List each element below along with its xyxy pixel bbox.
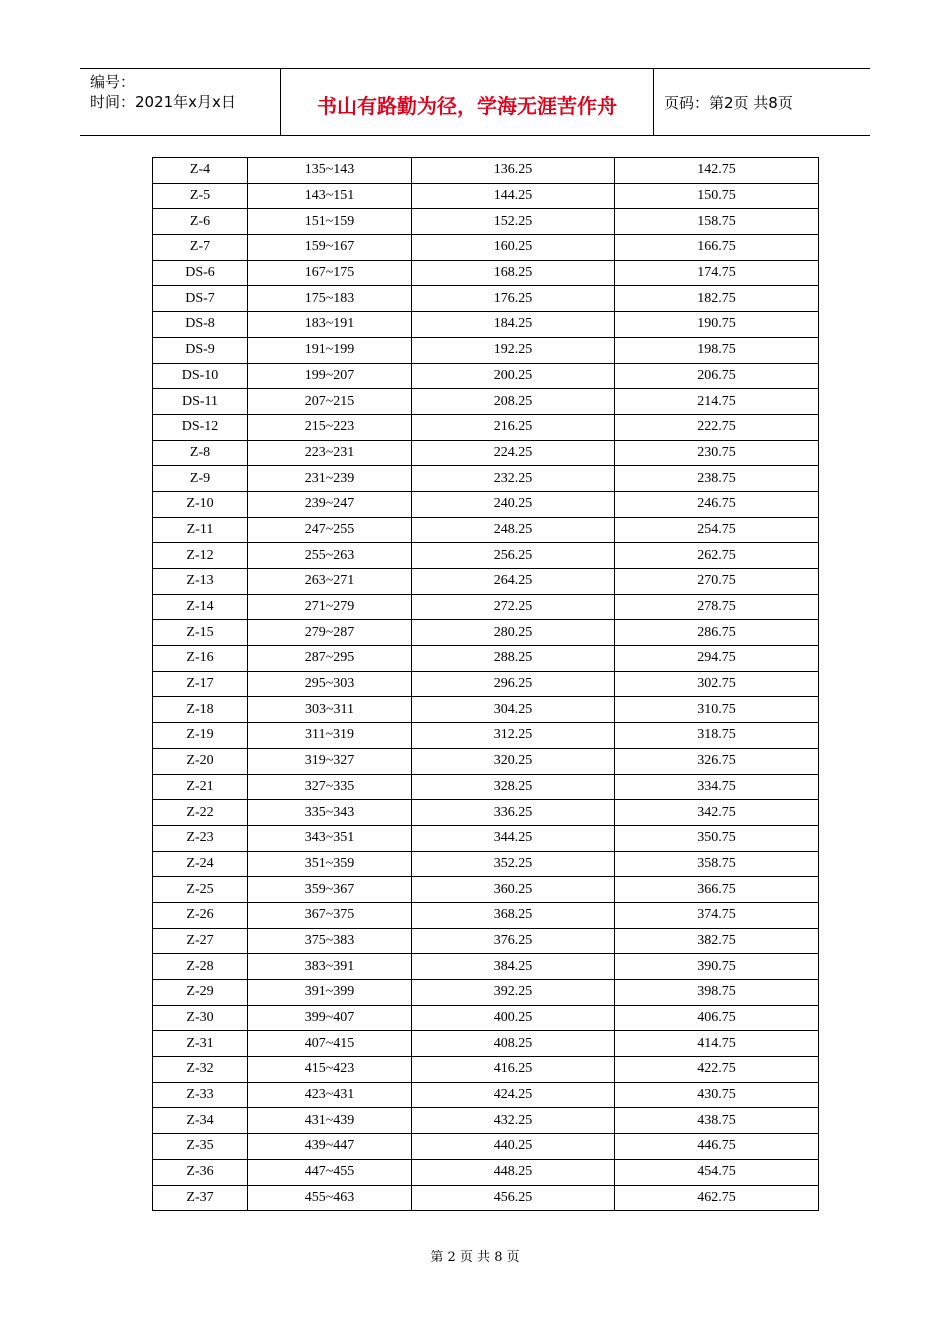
start-value-cell: 248.25 — [412, 517, 615, 543]
station-cell: Z-31 — [153, 1031, 248, 1057]
table-row — [153, 363, 819, 389]
table-row — [153, 183, 819, 209]
range-cell: 383~391 — [248, 954, 412, 980]
end-value-cell: 350.75 — [615, 825, 819, 851]
station-cell: Z-28 — [153, 954, 248, 980]
table-row — [153, 1082, 819, 1108]
table-row — [153, 1031, 819, 1057]
table-row — [153, 1005, 819, 1031]
station-cell: Z-30 — [153, 1005, 248, 1031]
table-row — [153, 491, 819, 517]
start-value-cell: 224.25 — [412, 440, 615, 466]
end-value-cell: 334.75 — [615, 774, 819, 800]
end-value-cell: 406.75 — [615, 1005, 819, 1031]
range-cell: 359~367 — [248, 877, 412, 903]
range-cell: 439~447 — [248, 1134, 412, 1160]
range-cell: 303~311 — [248, 697, 412, 723]
station-cell: Z-6 — [153, 209, 248, 235]
range-cell: 335~343 — [248, 800, 412, 826]
station-cell: Z-21 — [153, 774, 248, 800]
table-row — [153, 851, 819, 877]
start-value-cell: 336.25 — [412, 800, 615, 826]
range-cell: 295~303 — [248, 671, 412, 697]
start-value-cell: 256.25 — [412, 543, 615, 569]
range-cell: 319~327 — [248, 748, 412, 774]
station-cell: Z-15 — [153, 620, 248, 646]
range-cell: 367~375 — [248, 902, 412, 928]
start-value-cell: 400.25 — [412, 1005, 615, 1031]
station-cell: Z-14 — [153, 594, 248, 620]
start-value-cell: 152.25 — [412, 209, 615, 235]
table-row — [153, 1057, 819, 1083]
end-value-cell: 246.75 — [615, 491, 819, 517]
station-cell: Z-12 — [153, 543, 248, 569]
start-value-cell: 160.25 — [412, 235, 615, 261]
station-cell: Z-16 — [153, 646, 248, 672]
end-value-cell: 294.75 — [615, 646, 819, 672]
table-row — [153, 697, 819, 723]
table-row — [153, 671, 819, 697]
range-cell: 151~159 — [248, 209, 412, 235]
station-cell: Z-20 — [153, 748, 248, 774]
end-value-cell: 302.75 — [615, 671, 819, 697]
end-value-cell: 310.75 — [615, 697, 819, 723]
range-cell: 191~199 — [248, 337, 412, 363]
table-row — [153, 1108, 819, 1134]
start-value-cell: 320.25 — [412, 748, 615, 774]
end-value-cell: 398.75 — [615, 980, 819, 1006]
end-value-cell: 222.75 — [615, 414, 819, 440]
station-cell: Z-32 — [153, 1057, 248, 1083]
start-value-cell: 432.25 — [412, 1108, 615, 1134]
end-value-cell: 390.75 — [615, 954, 819, 980]
start-value-cell: 296.25 — [412, 671, 615, 697]
station-cell: Z-9 — [153, 466, 248, 492]
start-value-cell: 288.25 — [412, 646, 615, 672]
start-value-cell: 384.25 — [412, 954, 615, 980]
range-cell: 287~295 — [248, 646, 412, 672]
table-row — [153, 902, 819, 928]
start-value-cell: 368.25 — [412, 902, 615, 928]
end-value-cell: 374.75 — [615, 902, 819, 928]
station-cell: Z-7 — [153, 235, 248, 261]
end-value-cell: 230.75 — [615, 440, 819, 466]
number-label: 编号： — [90, 73, 136, 91]
range-cell: 135~143 — [248, 158, 412, 184]
end-value-cell: 326.75 — [615, 748, 819, 774]
start-value-cell: 264.25 — [412, 569, 615, 595]
station-cell: Z-4 — [153, 158, 248, 184]
header-meta-cell — [80, 69, 281, 135]
range-cell: 199~207 — [248, 363, 412, 389]
table-row — [153, 980, 819, 1006]
end-value-cell: 318.75 — [615, 723, 819, 749]
end-value-cell: 422.75 — [615, 1057, 819, 1083]
range-cell: 183~191 — [248, 312, 412, 338]
start-value-cell: 424.25 — [412, 1082, 615, 1108]
table-body — [153, 158, 819, 1211]
station-cell: Z-18 — [153, 697, 248, 723]
station-cell: Z-17 — [153, 671, 248, 697]
table-row — [153, 414, 819, 440]
start-value-cell: 448.25 — [412, 1159, 615, 1185]
station-cell: Z-11 — [153, 517, 248, 543]
range-cell: 399~407 — [248, 1005, 412, 1031]
table-row — [153, 158, 819, 184]
page-info: 页码：第2页 共8页 — [664, 93, 793, 112]
range-cell: 447~455 — [248, 1159, 412, 1185]
end-value-cell: 150.75 — [615, 183, 819, 209]
range-cell: 271~279 — [248, 594, 412, 620]
table-row — [153, 800, 819, 826]
start-value-cell: 136.25 — [412, 158, 615, 184]
start-value-cell: 216.25 — [412, 414, 615, 440]
station-cell: Z-27 — [153, 928, 248, 954]
range-cell: 215~223 — [248, 414, 412, 440]
start-value-cell: 376.25 — [412, 928, 615, 954]
start-value-cell: 168.25 — [412, 260, 615, 286]
station-cell: Z-29 — [153, 980, 248, 1006]
table-row — [153, 1159, 819, 1185]
start-value-cell: 200.25 — [412, 363, 615, 389]
end-value-cell: 238.75 — [615, 466, 819, 492]
range-cell: 343~351 — [248, 825, 412, 851]
start-value-cell: 456.25 — [412, 1185, 615, 1211]
table-row — [153, 260, 819, 286]
start-value-cell: 392.25 — [412, 980, 615, 1006]
motto: 书山有路勤为径，学海无涯苦作舟 — [281, 69, 654, 135]
table-row — [153, 774, 819, 800]
range-cell: 415~423 — [248, 1057, 412, 1083]
end-value-cell: 254.75 — [615, 517, 819, 543]
range-cell: 231~239 — [248, 466, 412, 492]
page-header — [80, 68, 870, 136]
end-value-cell: 454.75 — [615, 1159, 819, 1185]
start-value-cell: 176.25 — [412, 286, 615, 312]
end-value-cell: 214.75 — [615, 389, 819, 415]
range-cell: 207~215 — [248, 389, 412, 415]
end-value-cell: 382.75 — [615, 928, 819, 954]
start-value-cell: 416.25 — [412, 1057, 615, 1083]
start-value-cell: 408.25 — [412, 1031, 615, 1057]
station-cell: Z-26 — [153, 902, 248, 928]
end-value-cell: 286.75 — [615, 620, 819, 646]
start-value-cell: 352.25 — [412, 851, 615, 877]
end-value-cell: 158.75 — [615, 209, 819, 235]
station-cell: DS-11 — [153, 389, 248, 415]
table-row — [153, 543, 819, 569]
table-row — [153, 337, 819, 363]
start-value-cell: 184.25 — [412, 312, 615, 338]
start-value-cell: 192.25 — [412, 337, 615, 363]
station-cell: Z-34 — [153, 1108, 248, 1134]
start-value-cell: 232.25 — [412, 466, 615, 492]
station-cell: Z-24 — [153, 851, 248, 877]
end-value-cell: 190.75 — [615, 312, 819, 338]
end-value-cell: 446.75 — [615, 1134, 819, 1160]
start-value-cell: 440.25 — [412, 1134, 615, 1160]
range-cell: 375~383 — [248, 928, 412, 954]
range-cell: 239~247 — [248, 491, 412, 517]
end-value-cell: 342.75 — [615, 800, 819, 826]
station-cell: DS-8 — [153, 312, 248, 338]
table-row — [153, 312, 819, 338]
start-value-cell: 312.25 — [412, 723, 615, 749]
start-value-cell: 280.25 — [412, 620, 615, 646]
start-value-cell: 328.25 — [412, 774, 615, 800]
start-value-cell: 144.25 — [412, 183, 615, 209]
end-value-cell: 182.75 — [615, 286, 819, 312]
end-value-cell: 198.75 — [615, 337, 819, 363]
end-value-cell: 366.75 — [615, 877, 819, 903]
station-cell: DS-10 — [153, 363, 248, 389]
table-row — [153, 723, 819, 749]
range-cell: 143~151 — [248, 183, 412, 209]
start-value-cell: 344.25 — [412, 825, 615, 851]
end-value-cell: 142.75 — [615, 158, 819, 184]
page-footer: 第 2 页 共 8 页 — [430, 1250, 520, 1265]
range-cell: 159~167 — [248, 235, 412, 261]
table-row — [153, 825, 819, 851]
station-cell: Z-13 — [153, 569, 248, 595]
end-value-cell: 438.75 — [615, 1108, 819, 1134]
station-cell: Z-37 — [153, 1185, 248, 1211]
station-cell: Z-5 — [153, 183, 248, 209]
station-cell: Z-36 — [153, 1159, 248, 1185]
range-cell: 223~231 — [248, 440, 412, 466]
start-value-cell: 208.25 — [412, 389, 615, 415]
table-row — [153, 620, 819, 646]
station-cell: Z-19 — [153, 723, 248, 749]
end-value-cell: 430.75 — [615, 1082, 819, 1108]
end-value-cell: 270.75 — [615, 569, 819, 595]
table-row — [153, 569, 819, 595]
start-value-cell: 240.25 — [412, 491, 615, 517]
station-cell: Z-22 — [153, 800, 248, 826]
range-cell: 167~175 — [248, 260, 412, 286]
table-row — [153, 928, 819, 954]
station-cell: Z-10 — [153, 491, 248, 517]
table-row — [153, 440, 819, 466]
table-row — [153, 517, 819, 543]
station-cell: Z-23 — [153, 825, 248, 851]
range-cell: 431~439 — [248, 1108, 412, 1134]
end-value-cell: 358.75 — [615, 851, 819, 877]
table-row — [153, 286, 819, 312]
table-row — [153, 1185, 819, 1211]
table-row — [153, 594, 819, 620]
range-cell: 279~287 — [248, 620, 412, 646]
range-cell: 455~463 — [248, 1185, 412, 1211]
start-value-cell: 272.25 — [412, 594, 615, 620]
range-cell: 263~271 — [248, 569, 412, 595]
station-cell: DS-7 — [153, 286, 248, 312]
station-cell: DS-6 — [153, 260, 248, 286]
start-value-cell: 360.25 — [412, 877, 615, 903]
table-row — [153, 389, 819, 415]
table-row — [153, 209, 819, 235]
range-cell: 327~335 — [248, 774, 412, 800]
table-row — [153, 646, 819, 672]
end-value-cell: 174.75 — [615, 260, 819, 286]
table-row — [153, 1134, 819, 1160]
station-cell: Z-8 — [153, 440, 248, 466]
end-value-cell: 278.75 — [615, 594, 819, 620]
end-value-cell: 206.75 — [615, 363, 819, 389]
table-row — [153, 466, 819, 492]
range-cell: 255~263 — [248, 543, 412, 569]
station-cell: DS-12 — [153, 414, 248, 440]
start-value-cell: 304.25 — [412, 697, 615, 723]
table-row — [153, 235, 819, 261]
table-row — [153, 954, 819, 980]
end-value-cell: 462.75 — [615, 1185, 819, 1211]
range-cell: 311~319 — [248, 723, 412, 749]
time-label: 时间：2021年x月x日 — [90, 93, 236, 111]
range-cell: 391~399 — [248, 980, 412, 1006]
end-value-cell: 166.75 — [615, 235, 819, 261]
range-cell: 407~415 — [248, 1031, 412, 1057]
range-cell: 351~359 — [248, 851, 412, 877]
end-value-cell: 414.75 — [615, 1031, 819, 1057]
range-cell: 423~431 — [248, 1082, 412, 1108]
table-row — [153, 877, 819, 903]
station-cell: Z-25 — [153, 877, 248, 903]
range-cell: 175~183 — [248, 286, 412, 312]
end-value-cell: 262.75 — [615, 543, 819, 569]
table-row — [153, 748, 819, 774]
station-cell: Z-33 — [153, 1082, 248, 1108]
station-cell: DS-9 — [153, 337, 248, 363]
station-cell: Z-35 — [153, 1134, 248, 1160]
data-table — [152, 157, 819, 1211]
range-cell: 247~255 — [248, 517, 412, 543]
